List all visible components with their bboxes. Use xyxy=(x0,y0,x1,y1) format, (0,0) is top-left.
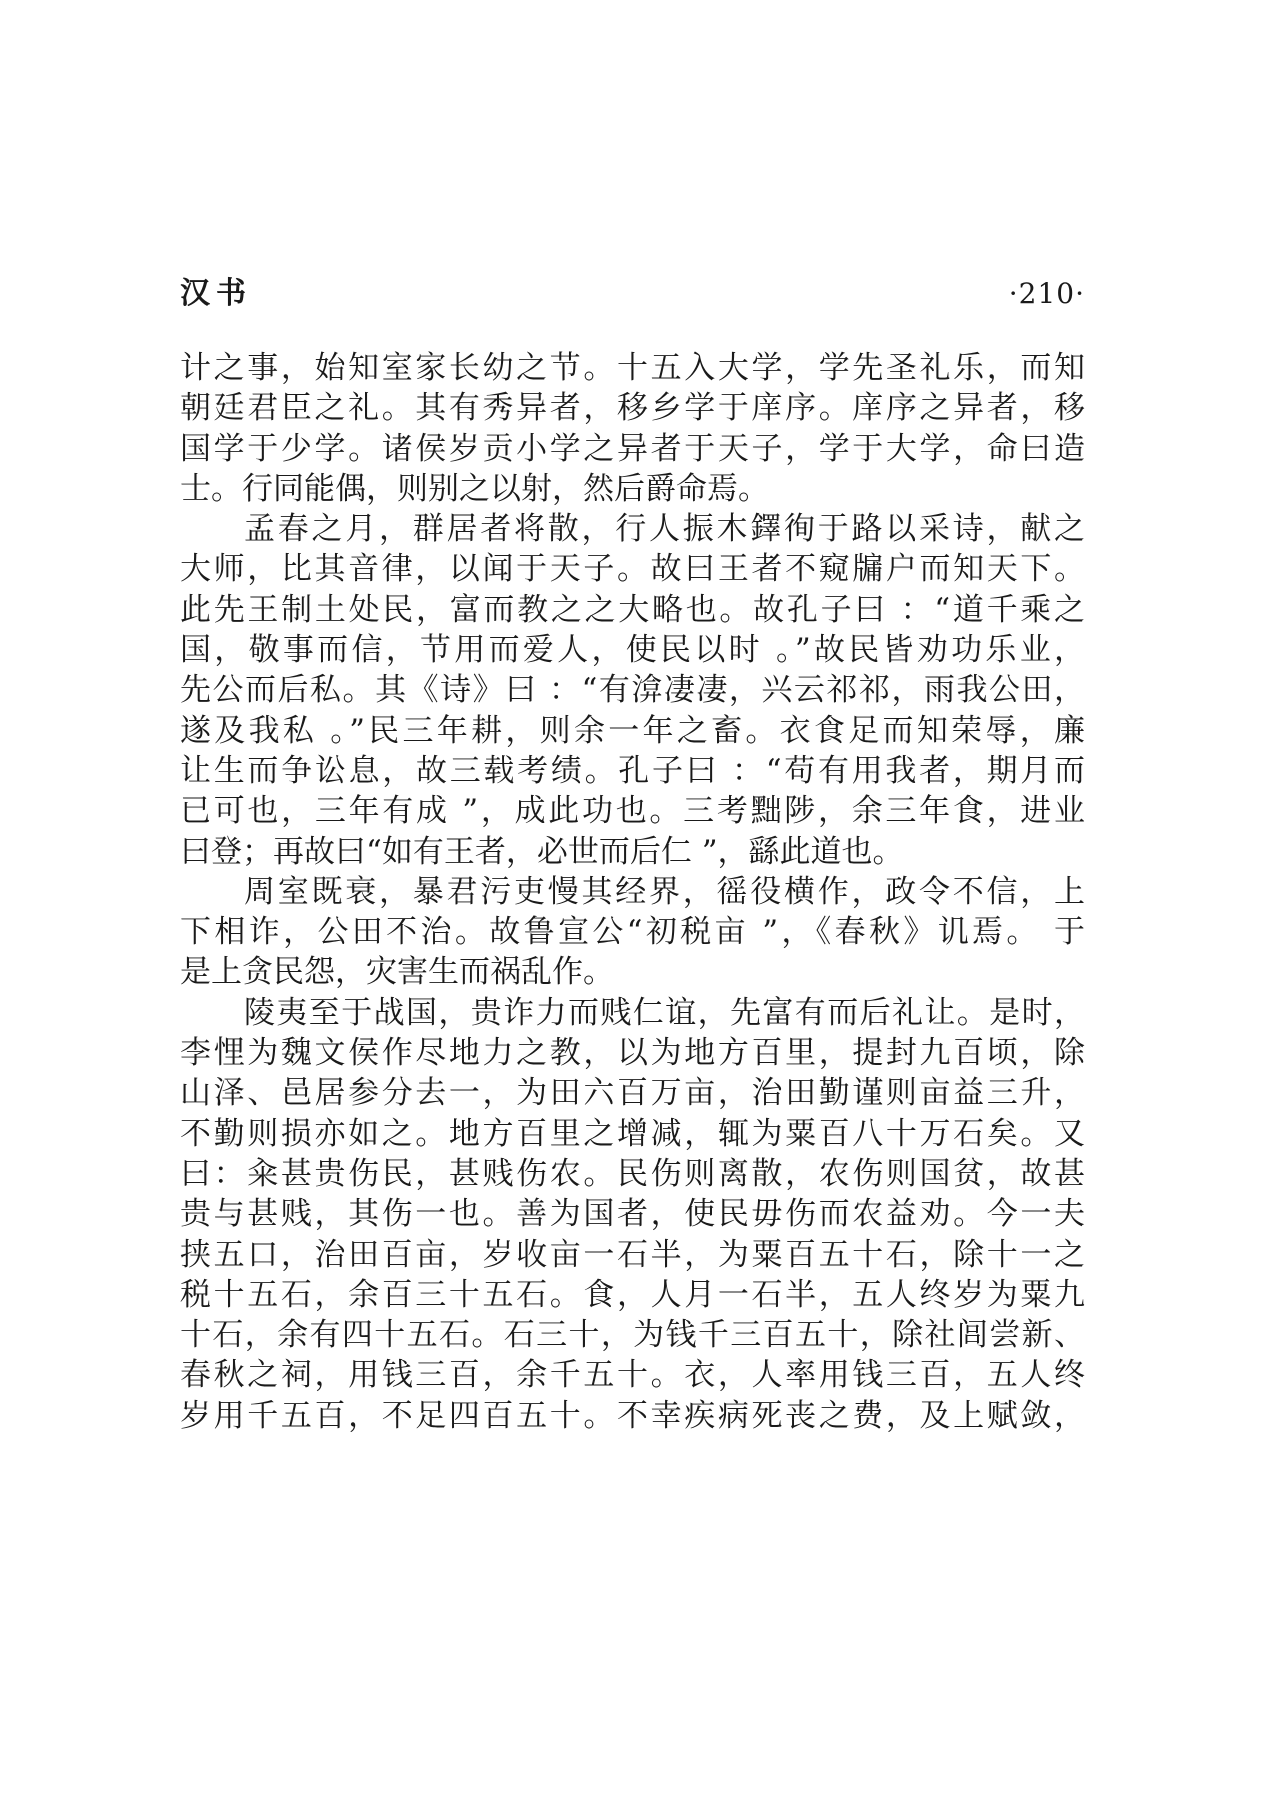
text-line: 不勤则损亦如之。地方百里之增减，辄为粟百八十万石矣。又 xyxy=(180,1115,1085,1152)
text-line: 李悝为魏文侯作尽地力之教，以为地方百里，提封九百顷，除 xyxy=(180,1035,1085,1072)
text-line: 国学于少学。诸侯岁贡小学之异者于天子，学于大学，命曰造 xyxy=(180,430,1085,467)
body-text xyxy=(180,348,1085,1436)
page-header xyxy=(180,270,1085,318)
text-line: 陵夷至于战国，贵诈力而贱仁谊，先富有而后礼让。是时， xyxy=(244,994,1085,1031)
text-line: 春秋之祠，用钱三百，余千五十。衣，人率用钱三百，五人终 xyxy=(180,1357,1085,1394)
text-line: 曰：籴甚贵伤民，甚贱伤农。民伤则离散，农伤则国贫，故甚 xyxy=(180,1155,1085,1192)
running-title: 汉书 xyxy=(180,276,252,311)
text-line: 让生而争讼息，故三载考绩。孔子曰 ：“苟有用我者，期月而 xyxy=(180,752,1085,789)
text-line: 孟春之月，群居者将散，行人振木鐸徇于路以采诗，献之 xyxy=(244,511,1085,548)
text-line: 是上贪民怨，灾害生而祸乱作。 xyxy=(180,954,614,991)
text-line: 十石，余有四十五石。石三十，为钱千三百五十，除社闾尝新、 xyxy=(180,1317,1085,1354)
text-line: 计之事，始知室家长幼之节。十五入大学，学先圣礼乐，而知 xyxy=(180,350,1085,386)
text-line: 遂及我私 。”民三年耕，则余一年之畜。衣食足而知荣辱，廉 xyxy=(180,712,1085,749)
text-line: 大师，比其音律，以闻于天子。故曰王者不窥牖户而知天下。 xyxy=(180,551,1085,588)
text-line: 山泽、邑居参分去一，为田六百万亩，治田勤谨则亩益三升， xyxy=(180,1075,1085,1112)
text-line: 国，敬事而信，节用而爱人，使民以时 。”故民皆劝功乐业， xyxy=(180,632,1085,669)
text-line: 此先王制土处民，富而教之之大略也。故孔子曰 ：“道千乘之 xyxy=(180,591,1085,628)
text-line: 曰登；再故曰“如有王者，必世而后仁 ”，繇此道也。 xyxy=(180,833,904,870)
text-line: 先公而后私。其《诗》曰 ：“有渰凄凄，兴云祁祁，雨我公田， xyxy=(180,672,1085,709)
page-number: ·210· xyxy=(1008,277,1085,310)
text-line: 朝廷君臣之礼。其有秀异者，移乡学于庠序。庠序之异者，移 xyxy=(180,390,1085,427)
text-line: 税十五石，余百三十五石。食，人月一石半，五人终岁为粟九 xyxy=(180,1276,1085,1313)
text-line: 已可也，三年有成 ”，成此功也。三考黜陟，余三年食，进业 xyxy=(180,793,1085,830)
text-line: 贵与甚贱，其伤一也。善为国者，使民毋伤而农益劝。今一夫 xyxy=(180,1196,1085,1233)
text-line: 士。行同能偶，则别之以射，然后爵命焉。 xyxy=(180,470,769,507)
text-line: 周室既衰，暴君污吏慢其经界，徭役横作，政令不信，上 xyxy=(244,873,1085,910)
text-line: 下相诈，公田不治。故鲁宣公“初税亩 ”，《春秋》讥焉。 于 xyxy=(180,914,1085,951)
text-line: 岁用千五百，不足四百五十。不幸疾病死丧之费，及上赋敛， xyxy=(180,1397,1085,1434)
text-line: 挟五口，治田百亩，岁收亩一石半，为粟百五十石，除十一之 xyxy=(180,1236,1085,1273)
